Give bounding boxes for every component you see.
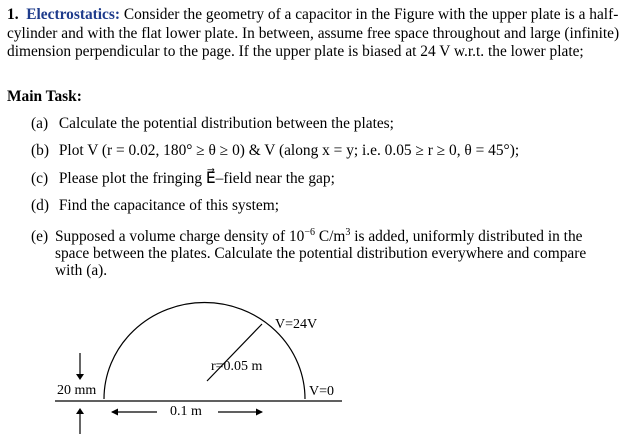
lower-voltage-label: V=0 <box>309 384 335 399</box>
gap-arrowhead-top <box>76 374 84 380</box>
task-b <box>31 142 616 159</box>
task-a <box>31 115 616 132</box>
problem-text: Consider the geometry of a capacitor in the Figure with the upper plate is a half-cylinder and with the flat lower plate. In between, assume free space throughout and large (infinite) dimension perpendicular to the page. If the upper plate is biased at 24 V w.r.t. the lower plate; <box>7 6 620 61</box>
task-d <box>31 197 616 214</box>
task-text: Please plot the fringing E⃗–field near the gap; <box>58 170 335 187</box>
task-text-continuation: space between the plates. Calculate the potential distribution everywhere and compare with (a). <box>55 245 587 280</box>
problem-topic: Electrostatics: <box>26 6 120 23</box>
width-arrowhead-left <box>111 409 118 416</box>
task-text: Supposed a volume charge density of $10^{-6}$ $C/m^3$ is added, uniformly distributed in the <box>55 227 583 246</box>
task-text: Plot V (r = 0.02, 180° ≥ θ ≥ 0) & V (along x = y; i.e. 0.05 ≥ r ≥ 0, θ = 45°); <box>58 142 520 159</box>
task-label: (a) <box>31 115 49 132</box>
task-c <box>31 170 616 187</box>
radius-label: r=0.05 m <box>211 359 263 374</box>
task-e <box>31 224 616 279</box>
task-text: Find the capacitance of this system; <box>58 197 279 214</box>
gap-arrowhead-bottom <box>76 408 84 414</box>
capacitor-diagram <box>0 288 631 442</box>
task-label: (b) <box>31 142 49 159</box>
task-label: (e) <box>31 228 49 246</box>
problem-number: 1. <box>7 6 19 23</box>
problem-statement <box>7 6 623 62</box>
width-arrowhead-right <box>256 409 263 416</box>
task-text: Calculate the potential distribution between the plates; <box>58 115 394 132</box>
gap-label: 20 mm <box>57 383 97 398</box>
capacitor-figure <box>0 288 631 442</box>
task-label: (c) <box>31 170 49 187</box>
upper-voltage-label: V=24V <box>275 317 318 332</box>
width-label: 0.1 m <box>170 404 202 419</box>
main-task-heading: Main Task: <box>7 88 82 105</box>
task-label: (d) <box>31 197 49 214</box>
